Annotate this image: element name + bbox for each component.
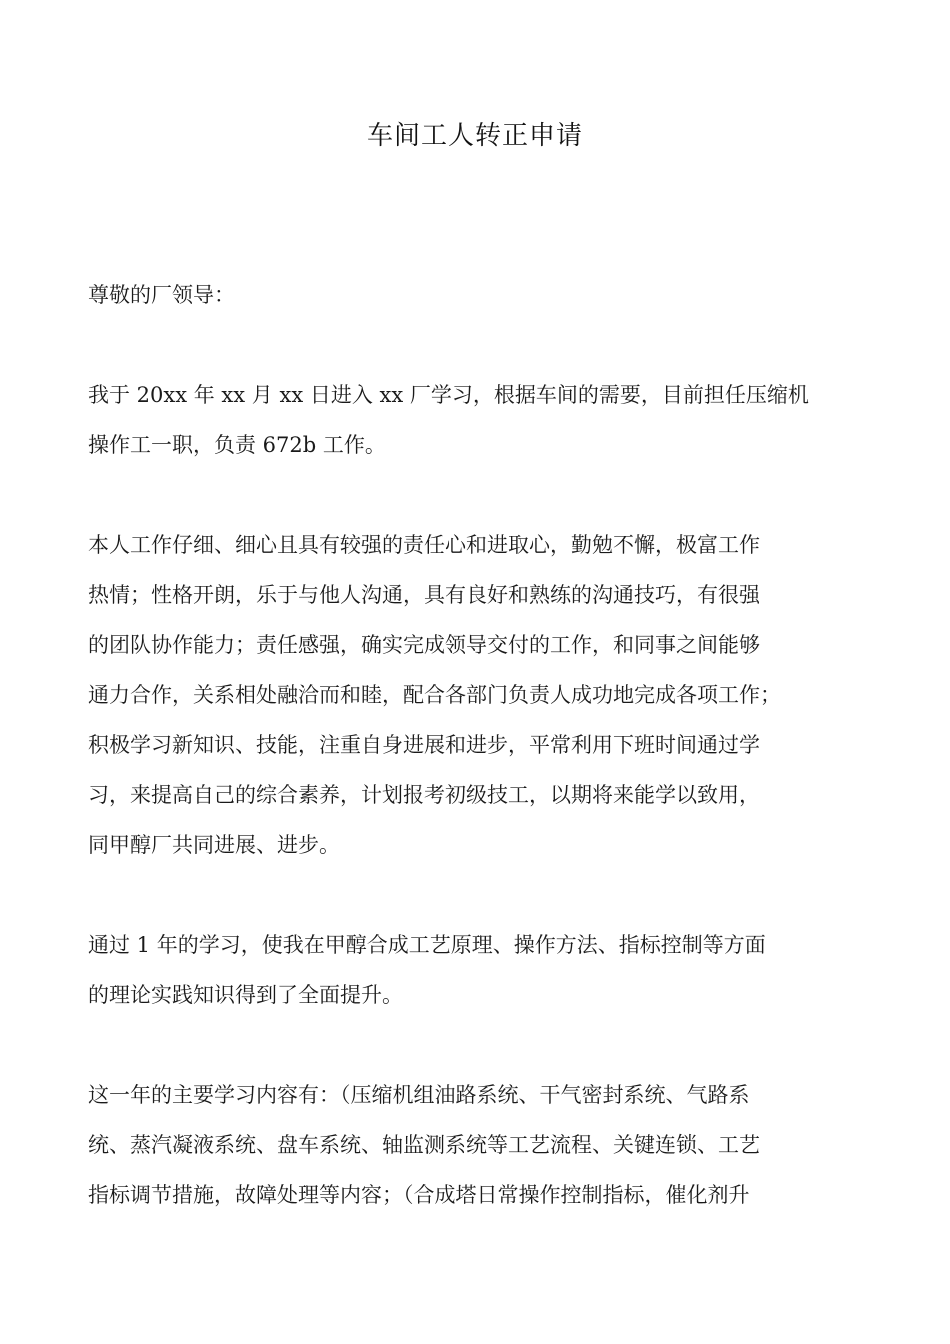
salutation: 尊敬的厂领导： <box>88 283 235 307</box>
document-body <box>88 270 863 1220</box>
paragraph-2 <box>88 520 863 870</box>
paragraph-line: 同甲醇厂共同进展、进步。 <box>88 833 340 857</box>
paragraph-line: 指标调节措施，故障处理等内容；（合成塔日常操作控制指标，催化剂升 <box>88 1183 750 1207</box>
paragraph-line: 操作工一职，负责 672b 工作。 <box>88 433 386 457</box>
paragraph-line: 的团队协作能力；责任感强，确实完成领导交付的工作，和同事之间能够 <box>88 633 760 657</box>
paragraph-1 <box>88 370 863 470</box>
paragraph-line: 通力合作，关系相处融洽而和睦，配合各部门负责人成功地完成各项工作； <box>88 683 781 707</box>
paragraph-line: 统、蒸汽凝液系统、盘车系统、轴监测系统等工艺流程、关键连锁、工艺 <box>88 1133 760 1157</box>
paragraph-line: 积极学习新知识、技能，注重自身进展和进步，平常利用下班时间通过学 <box>88 733 760 757</box>
paragraph-line: 通过 1 年的学习，使我在甲醇合成工艺原理、操作方法、指标控制等方面 <box>88 933 766 957</box>
paragraph-line: 本人工作仔细、细心且具有较强的责任心和进取心，勤勉不懈，极富工作 <box>88 533 760 557</box>
paragraph-line: 我于 20xx 年 xx 月 xx 日进入 xx 厂学习，根据车间的需要，目前担任压缩机 <box>88 383 809 407</box>
paragraph-spacer <box>88 470 863 520</box>
paragraph-line: 热情；性格开朗，乐于与他人沟通，具有良好和熟练的沟通技巧，有很强 <box>88 583 760 607</box>
paragraph-line: 习，来提高自己的综合素养，计划报考初级技工，以期将来能学以致用， <box>88 783 760 807</box>
paragraph-4 <box>88 1070 863 1220</box>
paragraph-line: 的理论实践知识得到了全面提升。 <box>88 983 403 1007</box>
document-title: 车间工人转正申请 <box>366 121 583 151</box>
paragraph-spacer <box>88 870 863 920</box>
paragraph-3 <box>88 920 863 1020</box>
paragraph-spacer <box>88 320 863 370</box>
paragraph-line: 这一年的主要学习内容有：（压缩机组油路系统、干气密封系统、气路系 <box>88 1083 750 1107</box>
paragraph-spacer <box>88 1020 863 1070</box>
